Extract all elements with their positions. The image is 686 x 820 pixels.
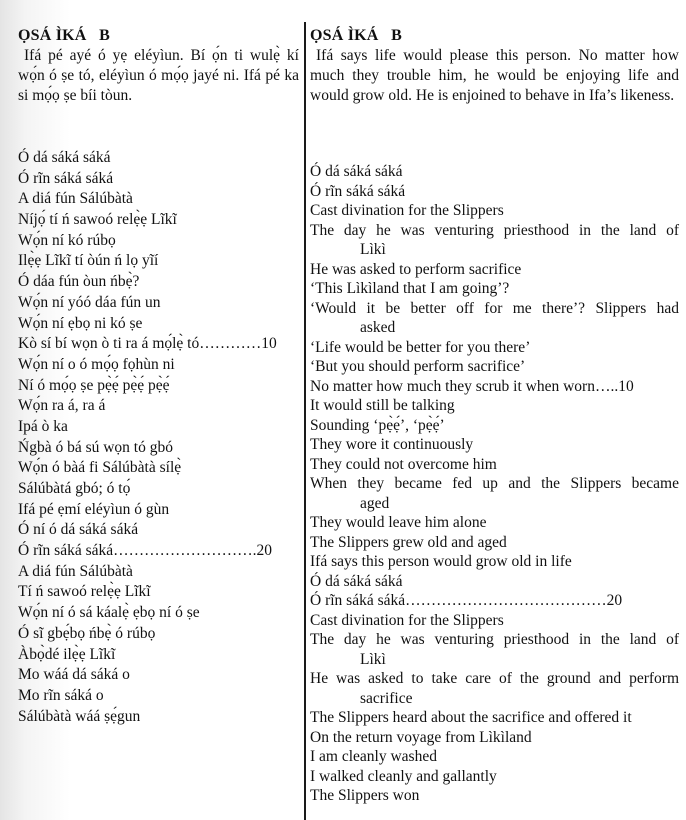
verse-line: Ó rĩn sáká sáká (310, 182, 406, 200)
verse-line: Mo wáá dá sáká o (18, 666, 130, 684)
verse-line: Wọ́n ó bàá fi Sálúbàtà sílẹ̀ (18, 459, 182, 477)
verse-line: Ifá pé ẹmí eléyìun ó gùn (18, 500, 170, 518)
verse-line: Ńgbà ó bá sú wọn tó gbó (18, 438, 173, 456)
verse-line: Àbọ̀dé ilẹ̀ẹ Lĩkĩ (18, 645, 116, 663)
verse-line: Ó ní ó dá sáká sáká (18, 521, 139, 539)
verse-line: Sálúbàtá gbó; ó tọ́ (18, 480, 131, 497)
verse-line-text: He was asked to take care of the ground and perform (310, 670, 679, 687)
verse-line (310, 630, 679, 669)
verse-line: They could not overcome him (310, 455, 497, 473)
verse-line (310, 221, 679, 260)
verse-line: The Slippers heard about the sacrifice and offered it (310, 709, 632, 726)
verse-line-text: The day he was venturing priesthood in the land of (310, 221, 679, 239)
verse-line: Ó rĩn sáká sáká (18, 169, 114, 187)
verse-line (310, 669, 679, 708)
verse-line: Sounding ‘pẹ̀ẹ́’, ‘pẹ̀ẹ́’ (310, 416, 445, 434)
yoruba-verses (18, 148, 299, 727)
verse-line: Mo rĩn sáká o (18, 686, 104, 704)
english-column (310, 26, 679, 804)
verse-line: Ó rĩn sáká sáká……………………….20 (18, 542, 272, 560)
yoruba-column (18, 26, 299, 725)
verse-line: Ó sĩ gbẹ́bọ ńbẹ̀ ó rúbọ (18, 624, 156, 642)
verse-line: A diá fún Sálúbàtà (18, 190, 133, 208)
verse-line: A diá fún Sálúbàtà (18, 562, 133, 580)
verse-line-text: When they became fed up and the Slippers became (310, 475, 679, 492)
verse-line: ‘But you should perform sacrifice’ (310, 358, 526, 375)
verse-line: They wore it continuously (310, 436, 474, 453)
verse-line: Wọ́n ní kó rúbọ (18, 231, 116, 249)
verse-line: Ó dá sáká sáká (18, 149, 111, 166)
verse-line: The Slippers won (310, 787, 420, 804)
verse-line-continuation: Lìkì (360, 650, 386, 668)
verse-line: No matter how much they scrub it when worn…..10 (310, 377, 634, 395)
verse-line-continuation: aged (360, 494, 390, 512)
verse-line: Cast divination for the Slippers (310, 202, 504, 219)
verse-line: Ipá ò ka (18, 417, 68, 435)
verse-line: Wọ́n ní yóó dáa fún un (18, 293, 161, 311)
verse-line: Ó rĩn sáká sáká…………………………………20 (310, 592, 623, 609)
verse-line-continuation: sacrifice (360, 689, 413, 707)
verse-line: I walked cleanly and gallantly (310, 767, 497, 785)
verse-line: Tí ń sawoó relẹ̀ẹ Lĩkĩ (18, 583, 151, 601)
verse-line-text: ‘Would it be better off for me there’? Slippers had (310, 299, 679, 317)
verse-line: Wọ́n ra á, ra á (18, 397, 106, 415)
verse-line: Ó dáa fún òun ńbẹ̀? (18, 273, 140, 291)
verse-line: They would leave him alone (310, 514, 487, 531)
verse-line: Sálúbàtà wáá ṣẹ́gun (18, 707, 141, 725)
verse-line: Ó dá sáká sáká (310, 572, 403, 590)
yoruba-heading: ỌSÁ ÌKÁ B (18, 27, 110, 44)
verse-line: Ó dá sáká sáká (310, 163, 403, 180)
verse-line-continuation: asked (360, 319, 396, 336)
english-heading: ỌSÁ ÌKÁ B (310, 27, 402, 44)
verse-line-text: The day he was venturing priesthood in the land of (310, 631, 679, 648)
verse-line: I am cleanly washed (310, 748, 437, 765)
verse-line: Ní ó mọ́ọ ṣe pẹ̀ẹ́ pẹ̀ẹ́ pẹ̀ẹ́ (18, 376, 170, 394)
verse-line: Wọ́n ní o ó mọ́ọ fọhùn ni (18, 355, 175, 373)
yoruba-summary: Ifá pé ayé ó yẹ eléyìun. Bí ọ́n ti wulẹ̀ kí wọ́n ó ṣe tó, eléyìun ó mọ́ọ jayé ni. Ifá pé ka si mọ́ọ ṣe bíi tòun. (18, 47, 299, 104)
verse-line: It would still be talking (310, 397, 455, 414)
english-summary: Ifá says life would please this person. No matter how much they trouble him, he would be enjoying life and would grow old. He is enjoined to behave in Ifa’s likeness. (310, 47, 679, 104)
verse-line: Ifá says this person would grow old in life (310, 553, 572, 570)
verse-line: Kò sí bí wọn ò ti ra á mọ́lẹ̀ tó…………10 (18, 335, 277, 353)
column-divider (304, 22, 306, 820)
verse-line: Wọ́n ní ó sá káalẹ̀ ẹbọ ní ó ṣe (18, 604, 200, 622)
verse-line (310, 474, 679, 513)
verse-line (310, 299, 679, 338)
verse-line: Cast divination for the Slippers (310, 611, 504, 629)
verse-line: On the return voyage from Lìkìland (310, 728, 532, 746)
verse-line: Níjọ́ tí ń sawoó relẹ̀ẹ Lĩkĩ (18, 211, 177, 229)
verse-line: Ilẹ̀ẹ Lĩkĩ tí òún ń lọ yĩí (18, 252, 159, 270)
verse-line: The Slippers grew old and aged (310, 533, 507, 551)
verse-line: Wọ́n ní ẹbọ ni kó ṣe (18, 314, 143, 332)
verse-line-continuation: Lìkì (360, 241, 386, 258)
verse-line: He was asked to perform sacrifice (310, 260, 522, 278)
english-verses (310, 162, 679, 806)
verse-line: ‘This Lìkìland that I am going’? (310, 280, 510, 297)
verse-line: ‘Life would be better for you there’ (310, 338, 531, 356)
